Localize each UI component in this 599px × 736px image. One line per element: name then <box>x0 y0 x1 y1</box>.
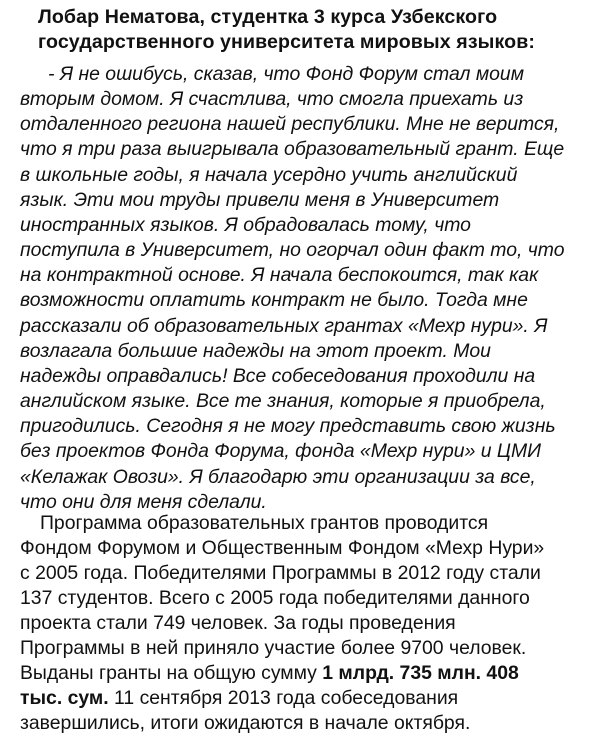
info-line: завершились, итоги ожидаются в начале октября. <box>20 712 471 734</box>
quote-line: поступила в Университет, но огорчал один факт то, что <box>20 239 565 262</box>
quote-line: английском языке. Все те знания, которые я приобрела, <box>20 390 546 413</box>
student-quote <box>20 62 598 515</box>
info-line: Фондом Форумом и Общественным Фондом «Мехр Нури» <box>20 537 545 559</box>
grant-amount-part1: 1 млрд. 735 млн. 408 <box>322 662 519 684</box>
quote-line: возможности оплатить контракт не было. Тогда мне <box>20 289 528 312</box>
info-line: 137 студентов. Всего с 2005 года победителями данного <box>20 587 530 609</box>
quote-line: пригодились. Сегодня я не могу представить свою жизнь <box>20 415 556 438</box>
info-line: Программы в ней приняло участие более 9700 человек. <box>20 637 527 659</box>
quote-line: в школьные годы, я начала усердно учить английский <box>20 163 518 186</box>
info-line <box>20 661 598 686</box>
quote-line: на контрактной основе. Я начала беспокоится, так как <box>20 264 539 287</box>
info-line-text: Выданы гранты на общую сумму <box>20 662 323 684</box>
info-line <box>20 686 598 711</box>
info-line-text: 11 сентября 2013 года собеседования <box>108 687 459 709</box>
quote-line: «Келажак Овози». Я благодарю эти организации за все, <box>20 465 536 488</box>
article-heading <box>38 5 598 55</box>
quote-line: иностранных языков. Я обрадовалась тому, что <box>20 213 471 236</box>
quote-line: без проектов Фонда Форума, фонда «Мехр нури» и ЦМИ <box>20 440 542 463</box>
quote-line: язык. Эти мои труды привели меня в Университет <box>20 188 500 211</box>
quote-line: что они для меня сделали. <box>20 490 267 513</box>
info-line: с 2005 года. Победителями Программы в 2012 году стали <box>20 562 541 584</box>
quote-line: что я три раза выигрывала образовательный грант. Еще <box>20 138 565 161</box>
program-info-paragraph <box>20 511 598 736</box>
quote-line: возлагала большие надежды на этот проект. Мои <box>20 339 491 362</box>
quote-line: рассказали об образовательных грантах «Мехр нури». Я <box>20 314 548 337</box>
heading-line: Лобар Нематова, студентка 3 курса Узбекского <box>38 6 498 28</box>
quote-line: надежды оправдались! Все собеседования проходили на <box>20 364 536 387</box>
quote-line: вторым домом. Я счастлива, что смогла приехать из <box>20 88 524 111</box>
quote-line: - Я не ошибусь, сказав, что Фонд Форум стал моим <box>48 63 524 85</box>
heading-line: государственного университета мировых языков: <box>38 31 535 53</box>
info-line: проекта стали 749 человек. За годы проведения <box>20 612 456 634</box>
quote-line: отдаленного региона нашей республики. Мне не верится, <box>20 113 560 136</box>
info-line: Программа образовательных грантов проводится <box>40 512 489 534</box>
grant-amount-part2: тыс. сум. <box>20 687 109 709</box>
